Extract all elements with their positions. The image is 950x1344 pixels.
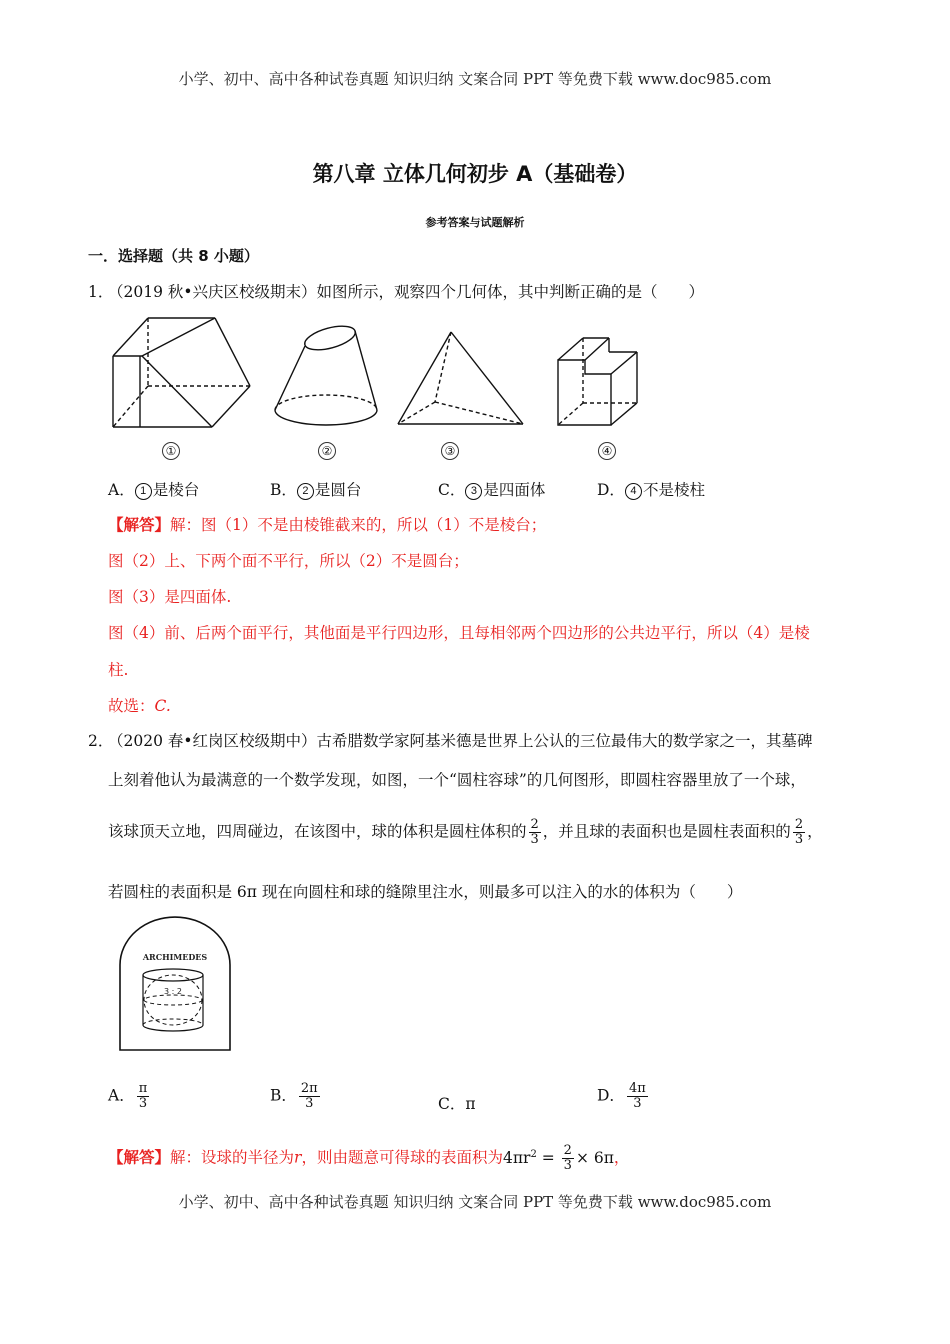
figure-3-label: ③	[441, 440, 459, 460]
q2-line-1: （2020 春•红岗区校级期中）古希腊数学家阿基米德是世界上公认的三位最伟大的数学家之一，其墓碑	[108, 732, 813, 750]
figure-4-label: ④	[598, 440, 616, 460]
q1-answer-line-4: 图（4）前、后两个面平行，其他面是平行四边形，且每相邻两个四边形的公共边平行，所以（4）是棱	[108, 624, 810, 642]
figure-1-polyhedron	[113, 318, 250, 427]
q2-option-c[interactable]: C．π	[438, 1095, 476, 1113]
q1-option-b[interactable]: B． 2 是圆台	[270, 481, 362, 499]
page-title: 第八章 立体几何初步 A（基础卷）	[312, 162, 638, 186]
q2-line-4: 若圆柱的表面积是 6π 现在向圆柱和球的缝隙里注水，则最多可以注入的水的体积为（ ）	[108, 883, 743, 901]
section-heading: 一．选择题（共 8 小题）	[88, 247, 259, 265]
q1-stem: （2019 秋•兴庆区校级期末）如图所示，观察四个几何体，其中判断正确的是（ ）	[108, 283, 705, 301]
q2-option-b[interactable]: B． $\frac{2\pi}{3}$	[270, 1081, 318, 1111]
figure-1-label: ①	[162, 440, 180, 460]
q2-option-a[interactable]: A． $\frac{\pi}{3}$	[108, 1081, 148, 1111]
archimedes-label: ARCHIMEDES	[142, 952, 208, 962]
q2-line-3: 该球顶天立地，四周碰边，在该图中，球的体积是圆柱体积的 $\frac{2}{3}$ ，并且球的表面积也是圆柱表面积的 $\frac{2}{3}$ ，	[108, 817, 823, 847]
q1-conclusion: 故选：C.	[108, 697, 171, 715]
q2-number: 2．	[88, 732, 114, 750]
q1-answer-line-1: 【解答】解：图（1）不是由棱锥截来的，所以（1）不是棱台；	[108, 515, 547, 534]
figure-2-label: ②	[318, 440, 336, 460]
figure-4-prism	[558, 338, 637, 425]
q1-figures	[100, 310, 700, 440]
page-header: 小学、初中、高中各种试卷真题 知识归纳 文案合同 PPT 等免费下载 www.doc985.com	[178, 70, 772, 88]
q2-line-2: 上刻着他认为最满意的一个数学发现，如图，一个“圆柱容球”的几何图形，即圆柱容器里放了一个球，	[108, 771, 806, 789]
q1-option-c[interactable]: C． 3 是四面体	[438, 481, 546, 499]
q2-answer-line-1: 【解答】解：设球的半径为r，则由题意可得球的表面积为$4\pi r^2$ = $\frac{2}{3}$ × 6π，	[108, 1143, 630, 1173]
q1-answer-line-5: 柱.	[108, 661, 129, 679]
archimedes-tomb-figure	[115, 915, 235, 1053]
page-footer: 小学、初中、高中各种试卷真题 知识归纳 文案合同 PPT 等免费下载 www.doc985.com	[178, 1193, 772, 1211]
ratio-label: 3 : 2	[164, 987, 182, 996]
figure-3-tetrahedron	[398, 332, 523, 424]
q1-answer-line-3: 图（3）是四面体.	[108, 588, 232, 606]
q1-number: 1．	[88, 283, 114, 301]
q1-option-d[interactable]: D． 4 不是棱柱	[597, 481, 705, 499]
figure-2-frustum	[275, 322, 377, 425]
page-subtitle: 参考答案与试题解析	[425, 216, 525, 229]
q2-option-d[interactable]: D． $\frac{4\pi}{3}$	[597, 1081, 646, 1111]
q1-option-a[interactable]: A． 1 是棱台	[108, 481, 200, 499]
q1-answer-line-2: 图（2）上、下两个面不平行，所以（2）不是圆台；	[108, 552, 469, 570]
